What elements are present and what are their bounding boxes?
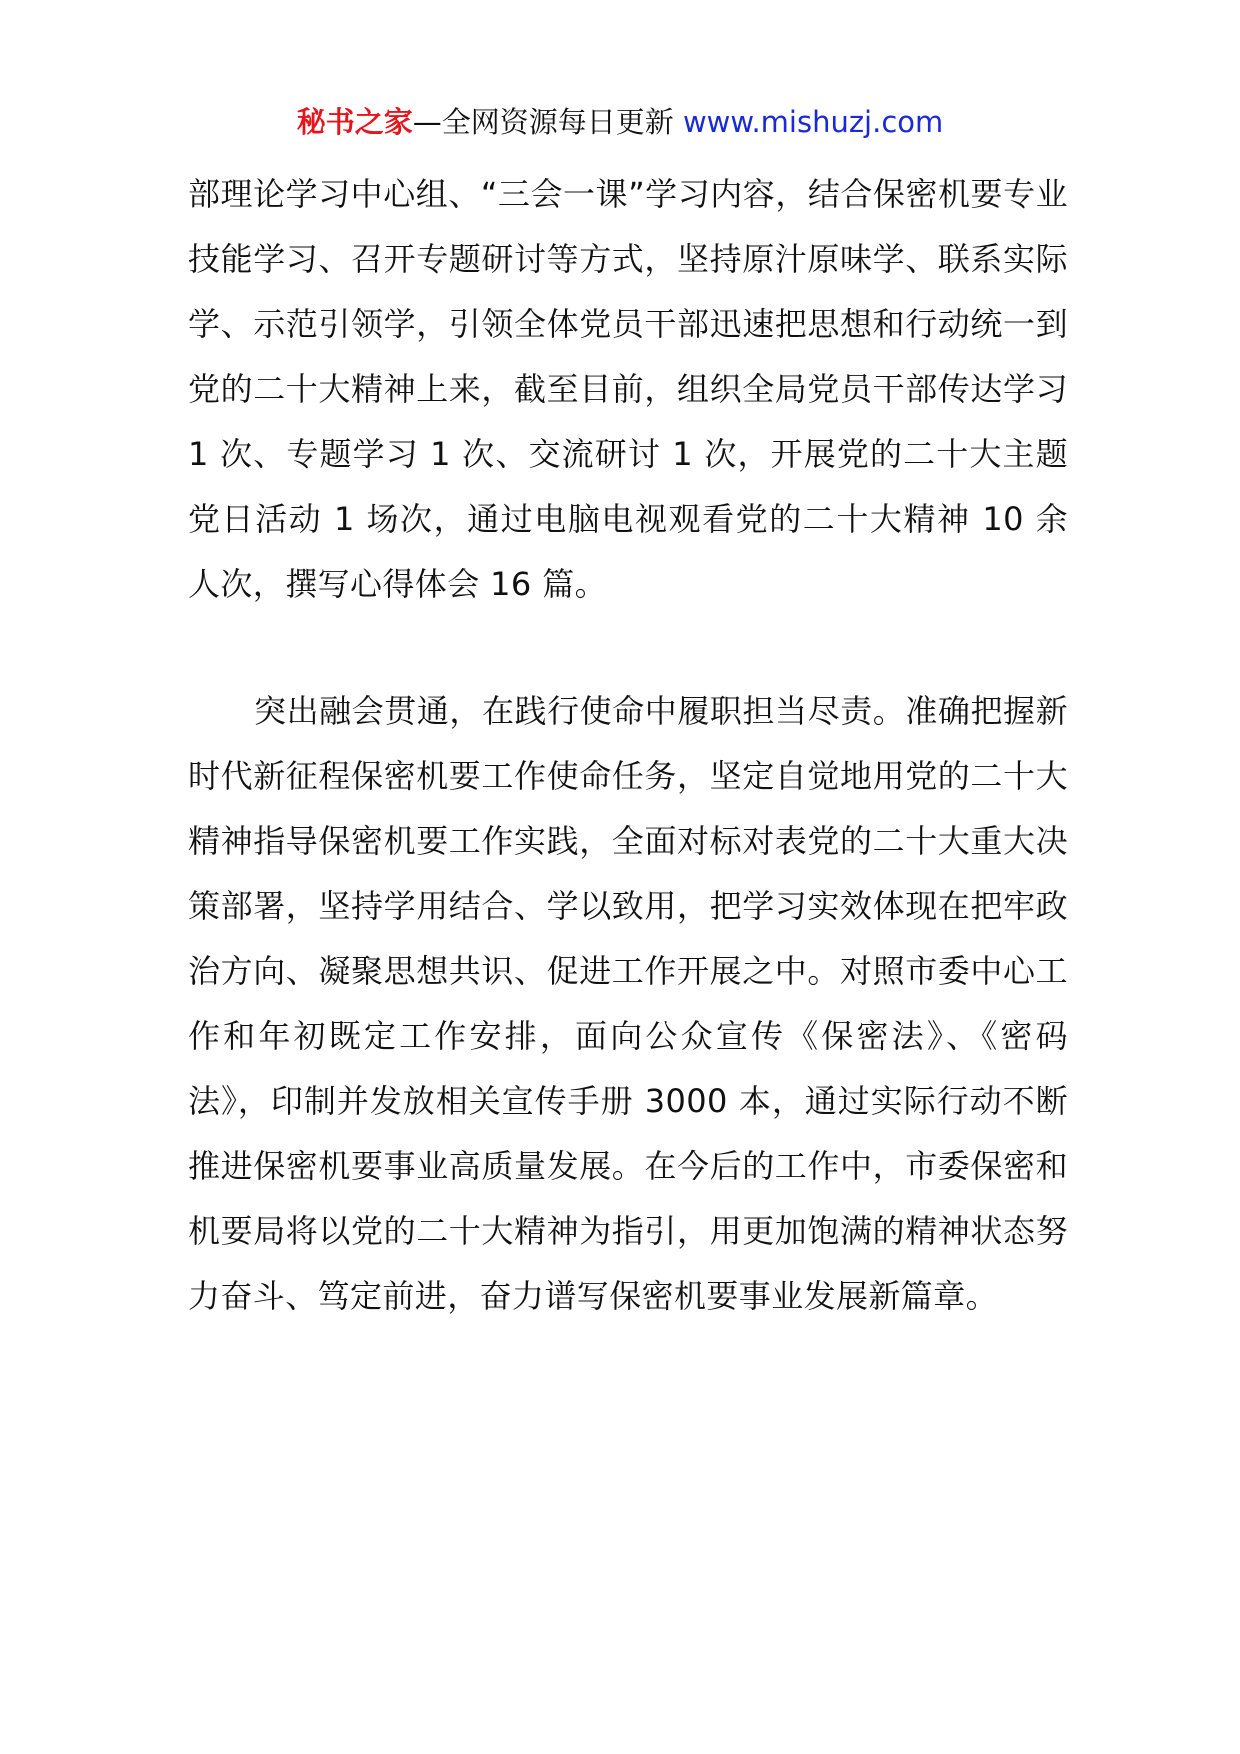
brand-name: 秘书之家 — [296, 105, 413, 139]
site-header — [0, 102, 1240, 142]
body-paragraph: 突出融会贯通，在践行使命中履职担当尽责。准确把握新时代新征程保密机要工作使命任务，坚定自觉地用党的二十大精神指导保密机要工作实践，全面对标对表党的二十大重大决策部署，坚持学用结合、学以致用，把学习实效体现在把牢政治方向、凝聚思想共识、促进工作开展之中。对照市委中心工作和年初既定工作安排，面向公众宣传《保密法》、《密码法》，印制并发放相关宣传手册 3000 本，通过实际行动不断推进保密机要事业高质量发展。在今后的工作中，市委保密和机要局将以党的二十大精神为指引，用更加饱满的精神状态努力奋斗、笃定前进，奋力谱写保密机要事业发展新篇章。 — [188, 692, 1068, 1315]
site-url-link[interactable]: www.mishuzj.com — [682, 105, 944, 139]
body-paragraph: 部理论学习中心组、“三会一课”学习内容，结合保密机要专业技能学习、召开专题研讨等方式，坚持原汁原味学、联系实际学、示范引领学，引领全体党员干部迅速把思想和行动统一到党的二十大精神上来，截至目前，组织全局党员干部传达学习 1 次、专题学习 1 次、交流研讨 1 次，开展党的二十大主题党日活动 1 场次，通过电脑电视观看党的二十大精神 10 余人次，撰写心得体会 16 篇。 — [188, 175, 1068, 603]
document-body — [188, 162, 1068, 1329]
header-tagline: —全网资源每日更新 — [412, 105, 683, 139]
